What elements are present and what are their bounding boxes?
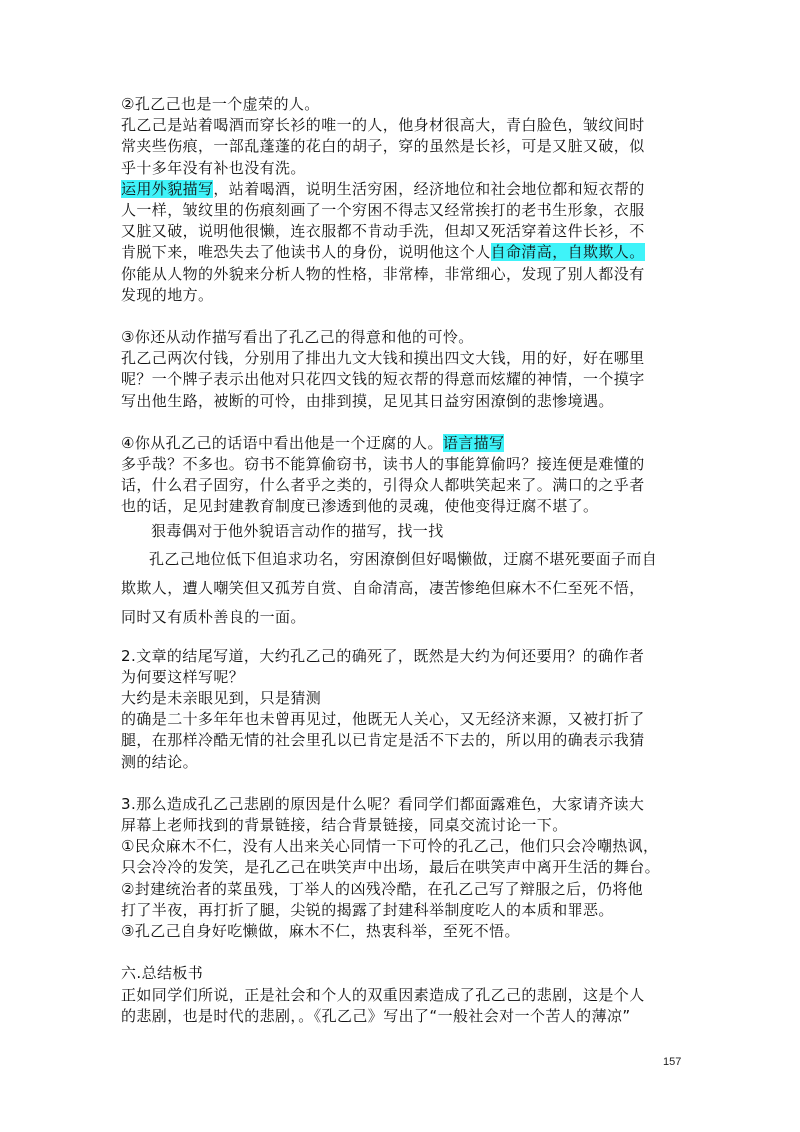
question-line: 3.那么造成孔乙己悲剧的原因是什么呢？看同学们都面露难色，大家请齐读大 bbox=[121, 794, 645, 813]
answer-line: 测的结论。 bbox=[121, 752, 199, 771]
comment-line: 发现的地方。 bbox=[121, 285, 214, 304]
analysis-line: 又脏又破，说明他很懒，连衣服都不肯动手洗，但却又死活穿着这件长衫，不 bbox=[121, 222, 645, 241]
answer-line: ②封建统治者的菜虽残，丁举人的凶残冷酷，在孔乙己写了辩服之后，仍将他 bbox=[121, 879, 644, 898]
section-language-heading bbox=[121, 433, 687, 454]
analysis-text: ，站着喝酒，说明生活穷困，经济地位和社会地位都和短衣帮的 bbox=[213, 179, 645, 198]
question-line: 为何要这样写呢？ bbox=[121, 667, 245, 686]
summary-line: 欺欺人，遭人嘲笑但又孤芳自赏、自命清高，凄苦惨绝但麻木不仁至死不悟， bbox=[121, 578, 645, 597]
spacer bbox=[121, 306, 687, 327]
spacer bbox=[121, 412, 687, 433]
summary-line: 孔乙己地位低下但追求功名，穷困潦倒但好喝懒做，迂腐不堪死要面子而自 bbox=[149, 549, 658, 568]
answer-line: 的确是二十多年年也未曾再见过，他既无人关心，又无经济来源，又被打折了 bbox=[121, 710, 645, 729]
answer-line: 大约是未亲眼见到，只是猜测 bbox=[121, 689, 322, 708]
analysis-line bbox=[121, 179, 687, 200]
spacer bbox=[121, 632, 687, 646]
paragraph-line: 孔乙己两次付钱，分别用了排出九文大钱和摸出四文大钱，用的好，好在哪里 bbox=[121, 349, 645, 368]
section-summary-heading: 六.总结板书 bbox=[121, 964, 204, 983]
answer-line: 只会冷冷的发笑，是孔乙己在哄笑声中出场，最后在哄笑声中离开生活的舞台。 bbox=[121, 858, 661, 877]
prompt-line: 狠毒偶对于他外貌语言动作的描写，找一找 bbox=[151, 521, 444, 540]
question-line: 屏幕上老师找到的背景链接，结合背景链接，同桌交流讨论一下。 bbox=[121, 816, 568, 835]
answer-line: 腿，在那样冷酷无情的社会里孔以已肯定是活不下去的，所以用的确表示我猜 bbox=[121, 731, 645, 750]
paragraph-line: 呢？一个牌子表示出他对只花四文钱的短衣帮的得意而炫耀的神情，一个摸字 bbox=[121, 370, 645, 389]
answer-line: ③孔乙己自身好吃懒做，麻木不仁，热衷科举，至死不悟。 bbox=[121, 922, 520, 941]
analysis-line bbox=[121, 242, 687, 263]
spacer bbox=[121, 773, 687, 794]
highlight-language: 语言描写 bbox=[442, 433, 505, 452]
paragraph-line: 孔乙己是站着喝酒而穿长衫的唯一的人，他身材很高大，青白脸色，皱纹间时 bbox=[121, 116, 645, 135]
analysis-line: 人一样，皱纹里的伤痕刻画了一个穷困不得志又经常挨打的老书生形象，衣服 bbox=[121, 201, 645, 220]
heading-text: ④你从孔乙己的话语中看出他是一个迂腐的人。 bbox=[121, 433, 443, 452]
paragraph-line: 的悲剧，也是时代的悲剧，。《孔乙己》写出了“一般社会对一个苦人的薄凉” bbox=[121, 1006, 631, 1025]
highlight-self-deception: 自命清高，自欺欺人。 bbox=[490, 243, 645, 262]
spacer bbox=[121, 942, 687, 963]
section-action-heading: ③你还从动作描写看出了孔乙己的得意和他的可怜。 bbox=[121, 328, 474, 347]
answer-line: 打了半夜，再打折了腿，尖锐的揭露了封建科举制度吃人的本质和罪恶。 bbox=[121, 900, 614, 919]
paragraph-line: 写出他生路，被断的可怜，由排到摸，足见其日益穷困潦倒的悲惨境遇。 bbox=[121, 391, 614, 410]
comment-line: 你能从人物的外貌来分析人物的性格，非常棒，非常细心，发现了别人都没有 bbox=[121, 264, 645, 283]
analysis-text: 肯脱下来，唯恐失去了他读书人的身份，说明他这个人 bbox=[121, 243, 491, 262]
paragraph-line: 常夹些伤痕，一部乱蓬蓬的花白的胡子，穿的虽然是长衫，可是又脏又破，似 bbox=[121, 137, 645, 156]
section-vanity-heading: ②孔乙己也是一个虚荣的人。 bbox=[121, 95, 320, 113]
summary-line: 同时又有质朴善良的一面。 bbox=[121, 607, 306, 626]
highlight-appearance: 运用外貌描写 bbox=[121, 179, 214, 198]
paragraph-line: 也的话，足见封建教育制度已渗透到他的灵魂，使他变得迂腐不堪了。 bbox=[121, 497, 599, 516]
paragraph-line: 多乎哉？不多也。窃书不能算偷窃书，读书人的事能算偷吗？接连便是难懂的 bbox=[121, 455, 645, 474]
paragraph-line: 正如同学们所说，正是社会和个人的双重因素造成了孔乙己的悲剧，这是个人 bbox=[121, 985, 645, 1004]
answer-line: ①民众麻木不仁，没有人出来关心同情一下可怜的孔乙己，他们只会冷嘲热讽， bbox=[121, 837, 659, 856]
question-line: 2.文章的结尾写道，大约孔乙己的确死了，既然是大约为何还要用？的确作者 bbox=[121, 646, 645, 665]
document-page bbox=[121, 94, 687, 1027]
page-number: 157 bbox=[663, 1056, 682, 1068]
paragraph-line: 话，什么君子固穷，什么者乎之类的，引得众人都哄笑起来了。满口的之乎者 bbox=[121, 476, 645, 495]
paragraph-line: 乎十多年没有补也没有洗。 bbox=[121, 158, 306, 177]
